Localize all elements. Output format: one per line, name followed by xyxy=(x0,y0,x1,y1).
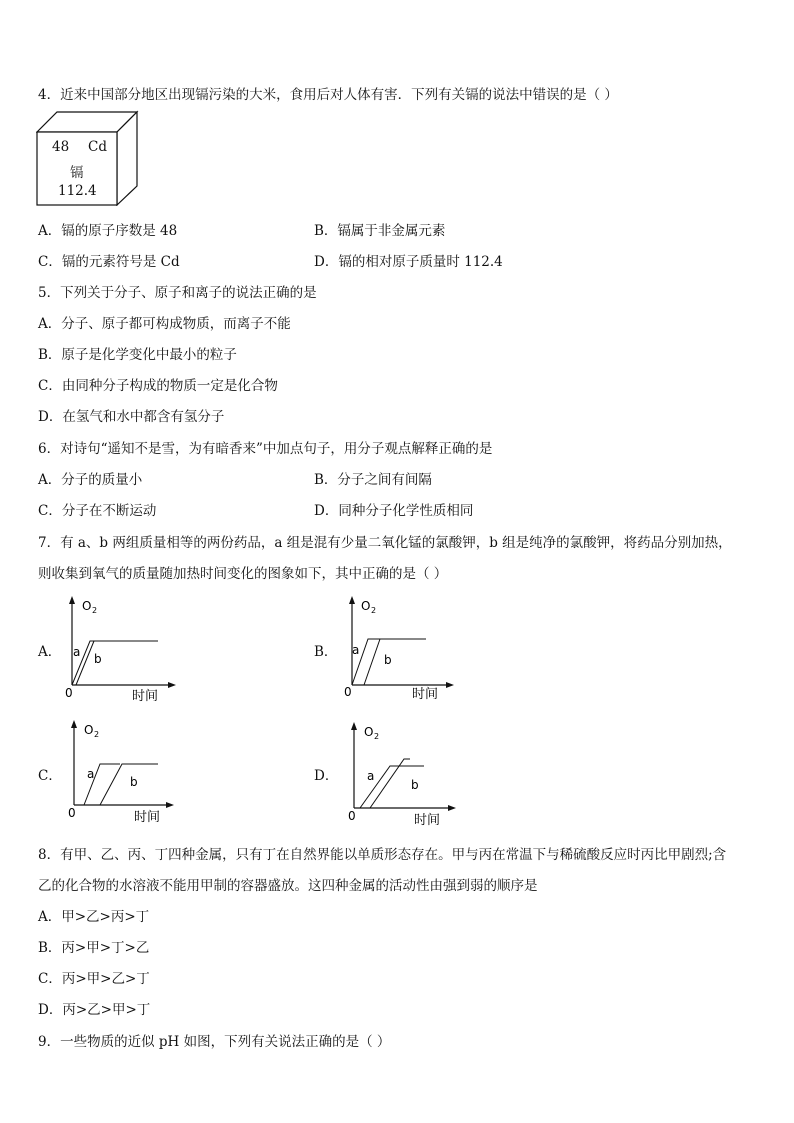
element-name: 镉 xyxy=(70,165,84,181)
line-a-label: a xyxy=(367,769,375,783)
line-b-label: b xyxy=(411,778,419,792)
q9-stem: 9．一些物质的近似 pH 如图，下列有关说法正确的是（ ） xyxy=(38,1034,391,1050)
q8-option-c[interactable]: C．丙>甲>乙>丁 xyxy=(38,971,150,987)
y-axis-label: O xyxy=(364,725,374,739)
q6-stem: 6．对诗句“遥知不是雪，为有暗香来”中加点句子，用分子观点解释正确的是 xyxy=(38,441,493,457)
line-a-label: a xyxy=(73,645,81,659)
line-b-label: b xyxy=(130,775,138,789)
graph-a xyxy=(60,594,200,704)
q4-option-d[interactable]: D．镉的相对原子质量时 112.4 xyxy=(314,254,503,270)
graph-a-label[interactable]: A． xyxy=(38,644,62,660)
q4-stem: 4．近来中国部分地区出现镉污染的大米，食用后对人体有害．下列有关镉的说法中错误的是（ ） xyxy=(38,87,618,103)
axis-subscript: 2 xyxy=(92,606,98,615)
q4-option-a[interactable]: A．镉的原子序数是 48 xyxy=(38,223,178,239)
q8-stem-line1: 8．有甲、乙、丙、丁四种金属，只有丁在自然界能以单质形态存在。甲与丙在常温下与稀硫酸反应时丙比甲剧烈;含 xyxy=(38,847,727,863)
x-axis-label: 时间 xyxy=(132,689,159,704)
origin-label: 0 xyxy=(68,806,76,820)
q5-option-c[interactable]: C．由同种分子构成的物质一定是化合物 xyxy=(38,378,278,394)
x-axis-label: 时间 xyxy=(412,687,439,702)
origin-label: 0 xyxy=(348,809,356,823)
atomic-number: 48 xyxy=(52,139,70,155)
line-a-label: a xyxy=(352,643,360,657)
line-a-label: a xyxy=(87,767,95,781)
line-b-label: b xyxy=(384,653,392,667)
graph-d-label[interactable]: D． xyxy=(314,768,339,784)
q5-option-d[interactable]: D．在氢气和水中都含有氢分子 xyxy=(38,409,225,425)
q6-option-d[interactable]: D．同种分子化学性质相同 xyxy=(314,503,474,519)
x-axis-label: 时间 xyxy=(134,810,161,825)
q6-option-c[interactable]: C．分子在不断运动 xyxy=(38,503,157,519)
axis-subscript: 2 xyxy=(374,732,380,741)
graph-b-label[interactable]: B． xyxy=(314,644,338,660)
q4-option-b[interactable]: B．镉属于非金属元素 xyxy=(314,223,446,239)
q6-option-a[interactable]: A．分子的质量小 xyxy=(38,472,143,488)
graph-d xyxy=(340,716,480,828)
q8-option-b[interactable]: B．丙>甲>丁>乙 xyxy=(38,940,150,956)
q8-stem-line2: 乙的化合物的水溶液不能用甲制的容器盛放。这四种金属的活动性由强到弱的顺序是 xyxy=(38,878,538,894)
q4-option-c[interactable]: C．镉的元素符号是 Cd xyxy=(38,254,180,270)
graph-c-label[interactable]: C． xyxy=(38,768,62,784)
graph-b xyxy=(340,594,480,704)
x-axis-label: 时间 xyxy=(414,813,441,828)
q7-stem-line2: 则收集到氧气的质量随加热时间变化的图象如下，其中正确的是（ ） xyxy=(38,566,448,582)
line-b-label: b xyxy=(94,652,102,666)
y-axis-label: O xyxy=(84,723,94,737)
q8-option-a[interactable]: A．甲>乙>丙>丁 xyxy=(38,909,150,925)
axis-subscript: 2 xyxy=(371,606,377,615)
q8-option-d[interactable]: D．丙>乙>甲>丁 xyxy=(38,1002,151,1018)
q5-option-b[interactable]: B．原子是化学变化中最小的粒子 xyxy=(38,347,237,363)
q5-stem: 5．下列关于分子、原子和离子的说法正确的是 xyxy=(38,285,317,301)
y-axis-label: O xyxy=(361,599,371,613)
axis-subscript: 2 xyxy=(94,730,100,739)
q6-option-b[interactable]: B．分子之间有间隔 xyxy=(314,472,432,488)
q7-stem-line1: 7．有 a、b 两组质量相等的两份药品，a 组是混有少量二氧化锰的氯酸钾，b 组是纯净的氯酸钾，将药品分别加热， xyxy=(38,535,732,551)
element-symbol: Cd xyxy=(88,139,107,155)
graph-c xyxy=(60,716,200,828)
q5-option-a[interactable]: A．分子、原子都可构成物质，而离子不能 xyxy=(38,316,291,332)
origin-label: 0 xyxy=(344,685,352,699)
atomic-mass: 112.4 xyxy=(58,183,97,199)
y-axis-label: O xyxy=(82,599,92,613)
origin-label: 0 xyxy=(65,686,73,700)
